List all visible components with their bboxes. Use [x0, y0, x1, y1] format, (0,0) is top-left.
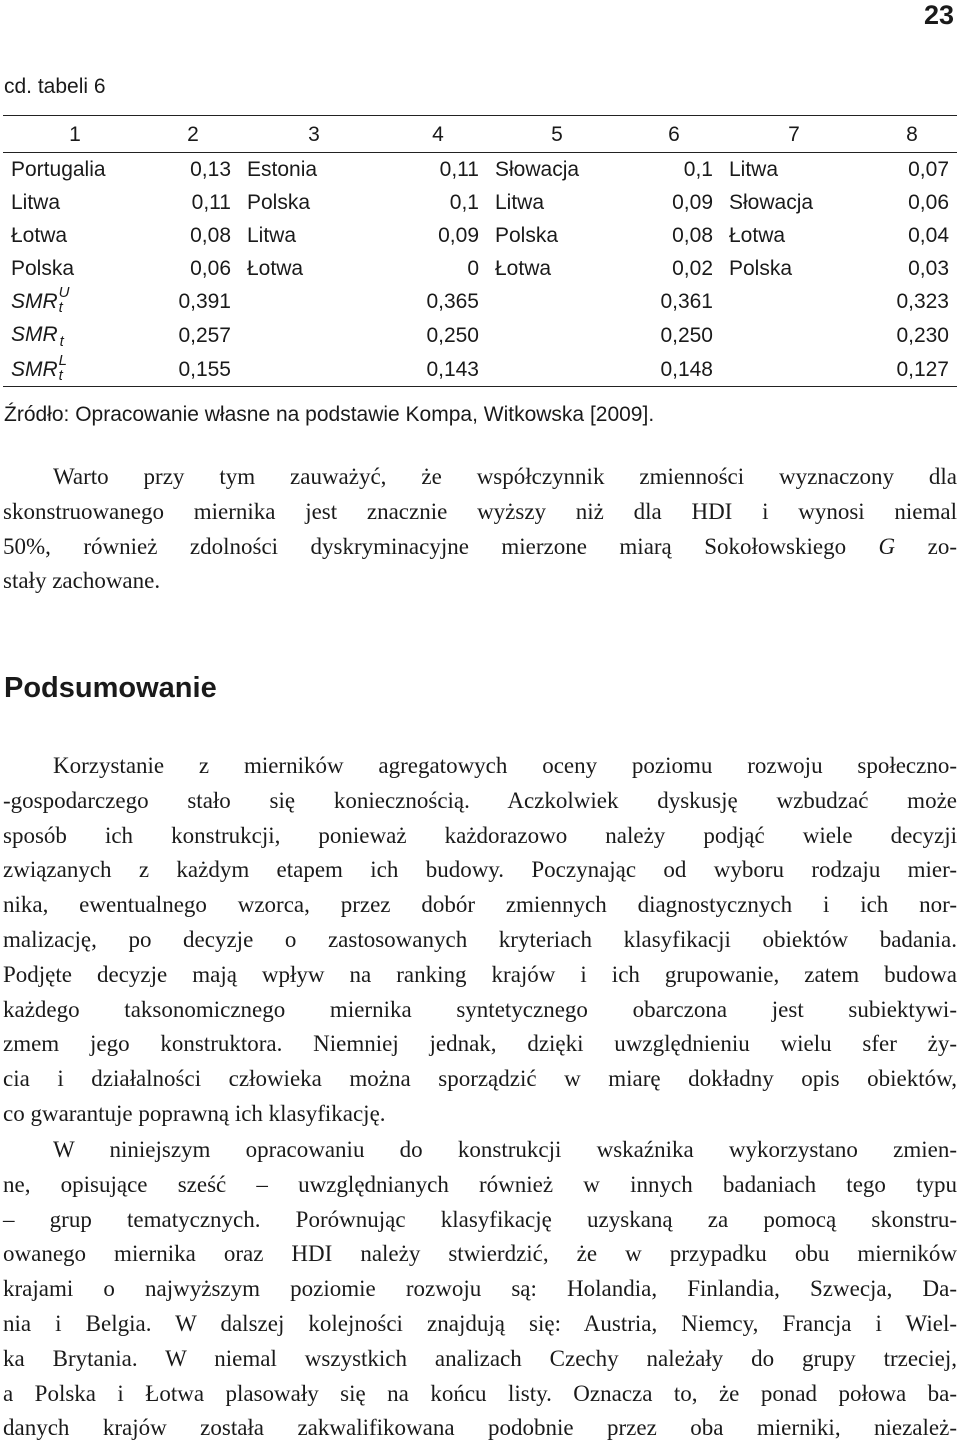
smr-value-cell: 0,230 [896, 324, 949, 347]
country-cell: Litwa [247, 224, 297, 247]
empty-cell [487, 285, 627, 318]
paragraph-line: owanego miernika oraz HDI należy stwierdzić, że w przypadku obu mierników [3, 1241, 957, 1267]
paragraph-line: stały zachowane. [3, 568, 161, 594]
empty-cell [721, 318, 867, 353]
smr-row [3, 285, 957, 318]
table-header-row [3, 116, 957, 153]
hyphen-prefix: zo- [927, 533, 958, 559]
empty-cell [721, 353, 867, 387]
table-row [3, 186, 957, 219]
smr-value-cell: 0,250 [426, 324, 479, 347]
smr-value-cell: 0,155 [178, 358, 231, 381]
paragraph-line: nia i Belgia. W dalszej kolejności znajdują się: Austria, Niemcy, Francja i Wiel- [3, 1310, 957, 1336]
smr-value-cell: 0,127 [896, 358, 949, 381]
country-cell: Łotwa [729, 224, 786, 247]
column-header: 5 [551, 122, 563, 146]
empty-cell [487, 353, 627, 387]
column-header: 7 [788, 122, 800, 146]
value-cell: 0,09 [438, 224, 479, 247]
value-cell: 0,08 [672, 224, 713, 247]
paragraph-line: krajami o najwyższym poziomie rozwoju są: Holandia, Finlandia, Szwecja, Da- [3, 1276, 957, 1302]
value-cell: 0 [467, 257, 479, 280]
value-cell: 0,03 [908, 257, 949, 280]
value-cell: 0,06 [908, 191, 949, 214]
smr-value-cell: 0,361 [660, 290, 713, 313]
italic-symbol: G [878, 533, 896, 559]
value-cell: 0,11 [389, 153, 487, 187]
value-cell: 0,04 [908, 224, 949, 247]
smr-value-cell: 0,148 [660, 358, 713, 381]
paragraph-line: – grup tematycznych. Porównując klasyfikację uzyskaną za pomocą skonstru- [3, 1206, 957, 1232]
smr-value-cell: 0,391 [178, 290, 231, 313]
paragraph-line: Warto przy tym zauważyć, że współczynnik zmienności wyznaczony dla [53, 464, 957, 489]
country-cell: Słowacja [729, 191, 814, 214]
smr-value-cell: 0,257 [178, 324, 231, 347]
column-header: 2 [187, 122, 199, 146]
smr-value-cell: 0,143 [426, 358, 479, 381]
country-cell: Litwa [11, 191, 61, 214]
table-caption: cd. tabeli 6 [4, 75, 106, 98]
paragraph-line: każdego taksonomicznego miernika syntetycznego obarczona jest subiektywi- [3, 996, 957, 1022]
table-row [3, 153, 957, 187]
country-cell: Polska [247, 191, 311, 214]
section-title: Podsumowanie [4, 672, 217, 704]
country-cell: Litwa [721, 153, 867, 187]
smr-value-cell: 0,323 [896, 290, 949, 313]
value-cell: 0,1 [449, 191, 479, 214]
empty-cell [721, 285, 867, 318]
paragraph-line: malizację, po decyzje o zastosowanych kryteriach klasyfikacji obiektów badania. [3, 926, 957, 952]
paragraph-line: co gwarantuje poprawną ich klasyfikację. [3, 1100, 386, 1126]
paragraph-line: -gospodarczego stało się koniecznością. Aczkolwiek dyskusję wzbudzać może [3, 787, 957, 813]
value-cell: 0,11 [191, 191, 231, 214]
paragraph-line: sposób ich konstrukcji, ponieważ każdorazowo należy podjąć wiele decyzji [3, 822, 957, 848]
paragraph-line: nika, ewentualnego wzorca, przez dobór zmiennych diagnostycznych i ich nor- [3, 892, 957, 918]
table-row [3, 219, 957, 252]
empty-cell [239, 353, 389, 387]
paragraph-line: danych krajów została zakwalifikowana podobnie przez oba mierniki, niezależ- [3, 1415, 957, 1441]
country-cell: Polska [495, 224, 559, 247]
country-cell: Łotwa [11, 224, 68, 247]
smr-label: SMR $_t$ [11, 323, 64, 350]
country-cell: Słowacja [487, 153, 627, 187]
paragraph-line [3, 530, 957, 565]
smr-label: SMR L t [11, 352, 68, 385]
empty-cell [239, 318, 389, 353]
paragraph-line: cia i działalności człowieka można sporządzić w miarę dokładny opis obiektów, [3, 1066, 957, 1092]
value-cell: 0,13 [147, 153, 239, 187]
country-cell: Litwa [495, 191, 545, 214]
value-cell: 0,08 [190, 224, 231, 247]
country-cell: Polska [11, 257, 75, 280]
value-cell: 0,06 [190, 257, 231, 280]
paragraph-line: ka Brytania. W niemal wszystkich analizach Czechy należały do grupy trzeciej, [3, 1345, 957, 1371]
paragraph-3 [3, 1133, 957, 1446]
country-cell: Łotwa [495, 257, 552, 280]
smr-row [3, 318, 957, 353]
country-cell: Portugalia [3, 153, 147, 187]
table-row [3, 252, 957, 285]
paragraph-line: ne, opisujące sześć – uwzględnianych również w innych badaniach tego typu [3, 1171, 957, 1197]
paragraph-line-text: 50%, również zdolności dyskryminacyjne mierzone miarą Sokołowskiego [3, 533, 847, 559]
smr-value-cell: 0,250 [660, 324, 713, 347]
paragraph-line: skonstruowanego miernika jest znacznie wyższy niż dla HDI i wynosi niemal [3, 498, 957, 524]
value-cell: 0,02 [672, 257, 713, 280]
column-header: 4 [432, 122, 444, 146]
paragraph-line: zmem jego konstruktora. Niemniej jednak, dzięki uwzględnieniu wielu sfer ży- [3, 1031, 957, 1057]
column-header: 8 [906, 122, 918, 146]
data-table [3, 115, 957, 387]
value-cell: 0,07 [867, 153, 957, 187]
country-cell: Polska [729, 257, 793, 280]
country-cell: Łotwa [247, 257, 304, 280]
table-source-note: Źródło: Opracowanie własne na podstawie Kompa, Witkowska [2009]. [4, 403, 655, 426]
paragraph-line: W niniejszym opracowaniu do konstrukcji wskaźnika wykorzystano zmien- [53, 1137, 957, 1162]
country-cell: Estonia [239, 153, 389, 187]
paragraph-line: Korzystanie z mierników agregatowych oceny poziomu rozwoju społeczno- [53, 753, 957, 778]
smr-value-cell: 0,365 [426, 290, 479, 313]
paragraph-1 [3, 460, 957, 599]
table-body [3, 153, 957, 387]
value-cell: 0,09 [672, 191, 713, 214]
paragraph-line: związanych z każdym etapem ich budowy. Poczynając od wyboru rodzaju mier- [3, 857, 957, 883]
page-number: 23 [923, 0, 954, 30]
paragraph-line: a Polska i Łotwa plasowały się na końcu listy. Oznacza to, że ponad połowa ba- [3, 1380, 957, 1406]
paragraph-2 [3, 749, 957, 1132]
column-header: 6 [668, 122, 680, 146]
smr-label: SMR U t [11, 284, 70, 317]
value-cell: 0,1 [627, 153, 721, 187]
column-header: 1 [69, 122, 81, 146]
paragraph-line: Podjęte decyzje mają wpływ na ranking krajów i ich grupowanie, zatem budowa [3, 961, 957, 987]
column-header: 3 [308, 122, 320, 146]
empty-cell [487, 318, 627, 353]
smr-row [3, 353, 957, 387]
empty-cell [239, 285, 389, 318]
